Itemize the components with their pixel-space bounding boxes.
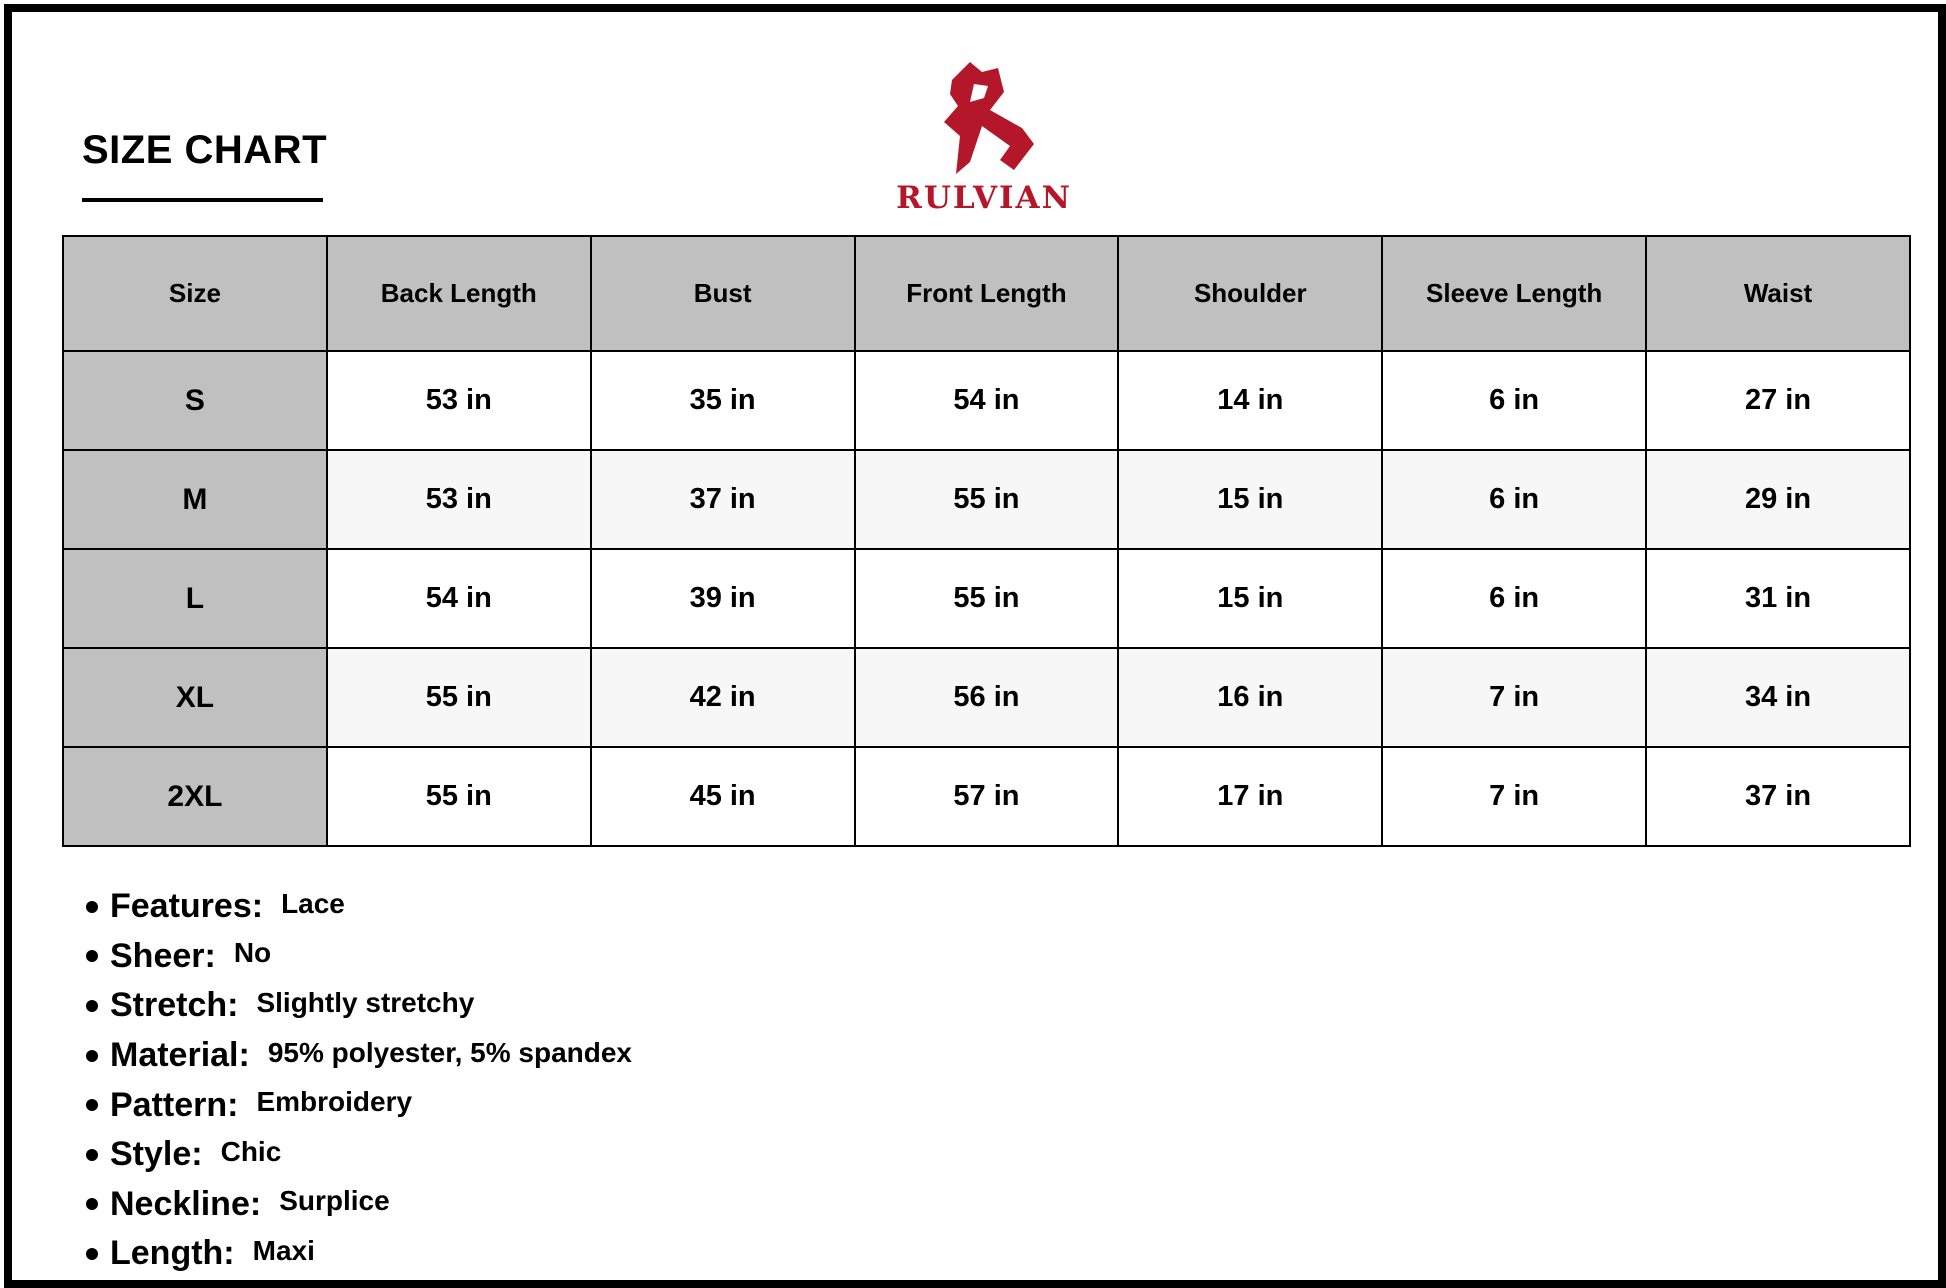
table-row [63,648,1910,747]
column-header-waist: Waist [1646,236,1910,351]
table-cell: 16 in [1118,648,1382,747]
brand-name: RULVIAN [896,180,1072,216]
bullet-icon [86,1248,98,1260]
feature-label: Pattern: [110,1085,239,1124]
table-cell: 6 in [1382,351,1646,450]
table-cell: 14 in [1118,351,1382,450]
list-item [86,1180,632,1230]
column-header-front-length: Front Length [855,236,1119,351]
table-cell: 6 in [1382,549,1646,648]
feature-label: Material: [110,1036,250,1075]
table-row [63,549,1910,648]
table-cell: 37 in [591,450,855,549]
feature-label: Stretch: [110,986,239,1025]
brand-logo-icon [930,62,1040,178]
table-row [63,747,1910,846]
feature-label: Neckline: [110,1184,262,1223]
table-cell: 57 in [855,747,1119,846]
table-cell: 34 in [1646,648,1910,747]
bullet-icon [86,1198,98,1210]
table-row [63,351,1910,450]
table-cell: 35 in [591,351,855,450]
feature-label: Sheer: [110,936,216,975]
table-cell: 55 in [855,549,1119,648]
brand-logo [884,62,1084,222]
table-cell: 37 in [1646,747,1910,846]
table-cell: 55 in [327,648,591,747]
logo-mark-shape [944,62,1034,174]
bullet-icon [86,950,98,962]
feature-value: Lace [281,887,345,919]
feature-label: Length: [110,1234,235,1273]
size-label: 2XL [63,747,327,846]
table-cell: 53 in [327,351,591,450]
table-cell: 42 in [591,648,855,747]
table-cell: 15 in [1118,450,1382,549]
column-header-back-length: Back Length [327,236,591,351]
column-header-shoulder: Shoulder [1118,236,1382,351]
column-header-bust: Bust [591,236,855,351]
table-cell: 6 in [1382,450,1646,549]
list-item [86,1031,632,1081]
bullet-icon [86,1050,98,1062]
feature-value: Maxi [252,1234,315,1266]
bullet-icon [86,901,98,913]
page-title: SIZE CHART [82,128,327,172]
list-item [86,882,632,932]
size-table [62,235,1911,847]
list-item [86,1130,632,1180]
bullet-icon [86,1099,98,1111]
title-underline [82,198,323,202]
feature-label: Features: [110,887,264,926]
table-header-row [63,236,1910,351]
table-cell: 7 in [1382,648,1646,747]
table-cell: 53 in [327,450,591,549]
table-cell: 7 in [1382,747,1646,846]
feature-value: Chic [220,1135,282,1167]
feature-value: Embroidery [256,1086,413,1118]
table-cell: 56 in [855,648,1119,747]
feature-value: Slightly stretchy [256,986,475,1018]
table-cell: 39 in [591,549,855,648]
table-row [63,450,1910,549]
feature-list [86,882,632,1279]
list-item [86,1229,632,1279]
table-cell: 55 in [327,747,591,846]
size-label: XL [63,648,327,747]
table-cell: 31 in [1646,549,1910,648]
column-header-sleeve-length: Sleeve Length [1382,236,1646,351]
list-item [86,932,632,982]
column-header-size: Size [63,236,327,351]
feature-value: 95% polyester, 5% spandex [267,1036,633,1068]
feature-value: No [233,937,272,969]
table-cell: 45 in [591,747,855,846]
table-cell: 27 in [1646,351,1910,450]
bullet-icon [86,1000,98,1012]
list-item [86,981,632,1031]
feature-label: Style: [110,1135,203,1174]
size-label: M [63,450,327,549]
table-cell: 55 in [855,450,1119,549]
table-cell: 15 in [1118,549,1382,648]
bullet-icon [86,1149,98,1161]
table-cell: 17 in [1118,747,1382,846]
size-label: L [63,549,327,648]
table-cell: 54 in [855,351,1119,450]
size-chart-frame [4,4,1946,1288]
size-label: S [63,351,327,450]
table-cell: 54 in [327,549,591,648]
table-cell: 29 in [1646,450,1910,549]
feature-value: Surplice [279,1185,390,1217]
list-item [86,1080,632,1130]
